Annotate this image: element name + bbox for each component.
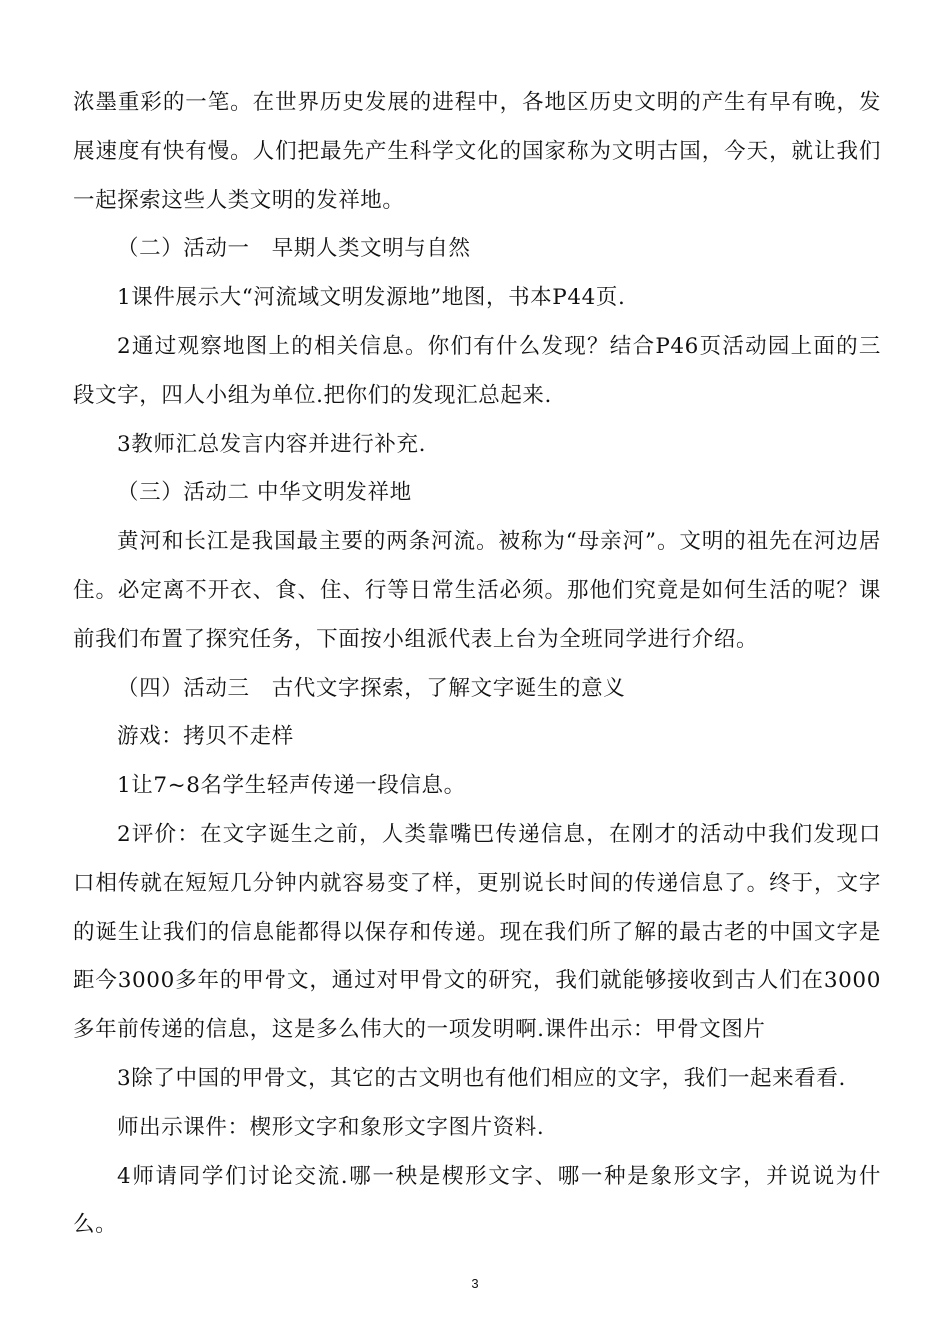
- body-paragraph: 1课件展示大“河流域文明发源地”地图，书本P44页.: [117, 285, 626, 311]
- body-paragraph: 4师请同学们讨论交流.哪一秧是楔形文字、哪一种是象形文字，并说说为什么。: [73, 1163, 881, 1238]
- page-number: 3: [471, 1276, 479, 1291]
- body-paragraph: 黄河和长江是我国最主要的两条河流。被称为“母亲河”。文明的祖先在河边居住。必定离不开衣、食、住、行等日常生活必须。那他们究竟是如何生活的呢？课前我们布置了探究任务，下面按小组派代表上台为全班同学进行介绍。: [73, 529, 881, 652]
- body-paragraph: 浓墨重彩的一笔。在世界历史发展的进程中，各地区历史文明的产生有早有晚，发展速度有快有慢。人们把最先产生科学文化的国家称为文明古国，今天，就让我们一起探索这些人类文明的发祥地。: [73, 90, 881, 213]
- document-body: [73, 79, 881, 1250]
- body-paragraph: 师出示课件：楔形文字和象形文字图片资料.: [117, 1114, 545, 1140]
- body-paragraph: 游戏：拷贝不走样: [117, 724, 294, 750]
- section-heading-activity-two: （三）活动二 中华文明发祥地: [117, 480, 412, 506]
- section-heading-activity-three: （四）活动三 古代文字探索，了解文字诞生的意义: [117, 675, 626, 701]
- body-paragraph: 3除了中国的甲骨文，其它的古文明也有他们相应的文字，我们一起来看看.: [117, 1065, 846, 1091]
- body-paragraph: 2通过观察地图上的相关信息。你们有什么发现？结合P46页活动园上面的三段文字，四人小组为单位.把你们的发现汇总起来.: [73, 333, 881, 408]
- body-paragraph: 3教师汇总发言内容并进行补充.: [117, 431, 427, 457]
- section-heading-activity-one: （二）活动一 早期人类文明与自然: [117, 236, 471, 262]
- body-paragraph: 2评价：在文字诞生之前，人类靠嘴巴传递信息，在刚才的活动中我们发现口口相传就在短短几分钟内就容易变了样，更别说长时间的传递信息了。终于，文字的诞生让我们的信息能都得以保存和传递。现在我们所了解的最古老的中国文字是距今3000多年的甲骨文，通过对甲骨文的研究，我们就能够接收到古人们在3000多年前传递的信息，这是多么伟大的一项发明啊.课件出示：甲骨文图片: [73, 821, 881, 1043]
- body-paragraph: 1让7~8名学生轻声传递一段信息。: [117, 773, 466, 799]
